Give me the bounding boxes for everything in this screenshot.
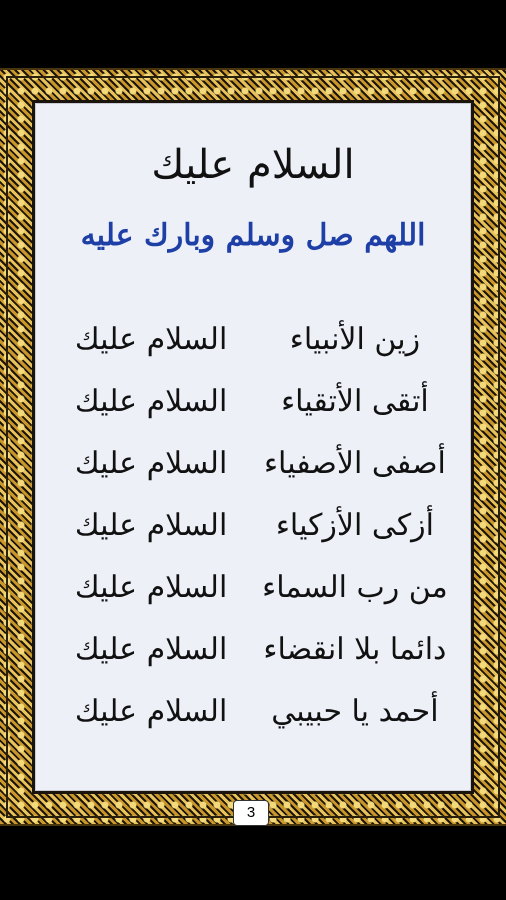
verse-right: السلام عليك [74, 507, 228, 543]
verse-left: أصفى الأصفياء [263, 445, 446, 481]
verse-line [57, 494, 449, 556]
verse-right: السلام عليك [74, 383, 228, 419]
page-subtitle: اللهم صل وسلم وبارك عليه [80, 218, 426, 253]
verse-right: السلام عليك [74, 569, 228, 605]
verse-right: السلام عليك [74, 445, 228, 481]
page-number-badge: 3 [233, 800, 269, 826]
verse-left: زين الأنبياء [289, 321, 421, 357]
verse-right: السلام عليك [74, 321, 228, 357]
verse-left: من رب السماء [262, 569, 448, 605]
verse-right: السلام عليك [74, 631, 228, 667]
verse-left: أتقى الأتقياء [281, 383, 429, 419]
verse-left: دائما بلا انقضاء [263, 631, 447, 667]
verse-line [57, 432, 449, 494]
verse-line [57, 618, 449, 680]
verse-left: أزكى الأزكياء [275, 507, 434, 543]
verse-right: السلام عليك [74, 693, 228, 729]
verse-line [57, 680, 449, 742]
verse-left: أحمد يا حبيبي [271, 693, 439, 729]
page-title: السلام عليك [151, 142, 355, 188]
verse-line [57, 308, 449, 370]
verse-line [57, 370, 449, 432]
verse-line [57, 556, 449, 618]
verse-list [57, 308, 449, 742]
page-content [32, 100, 474, 794]
